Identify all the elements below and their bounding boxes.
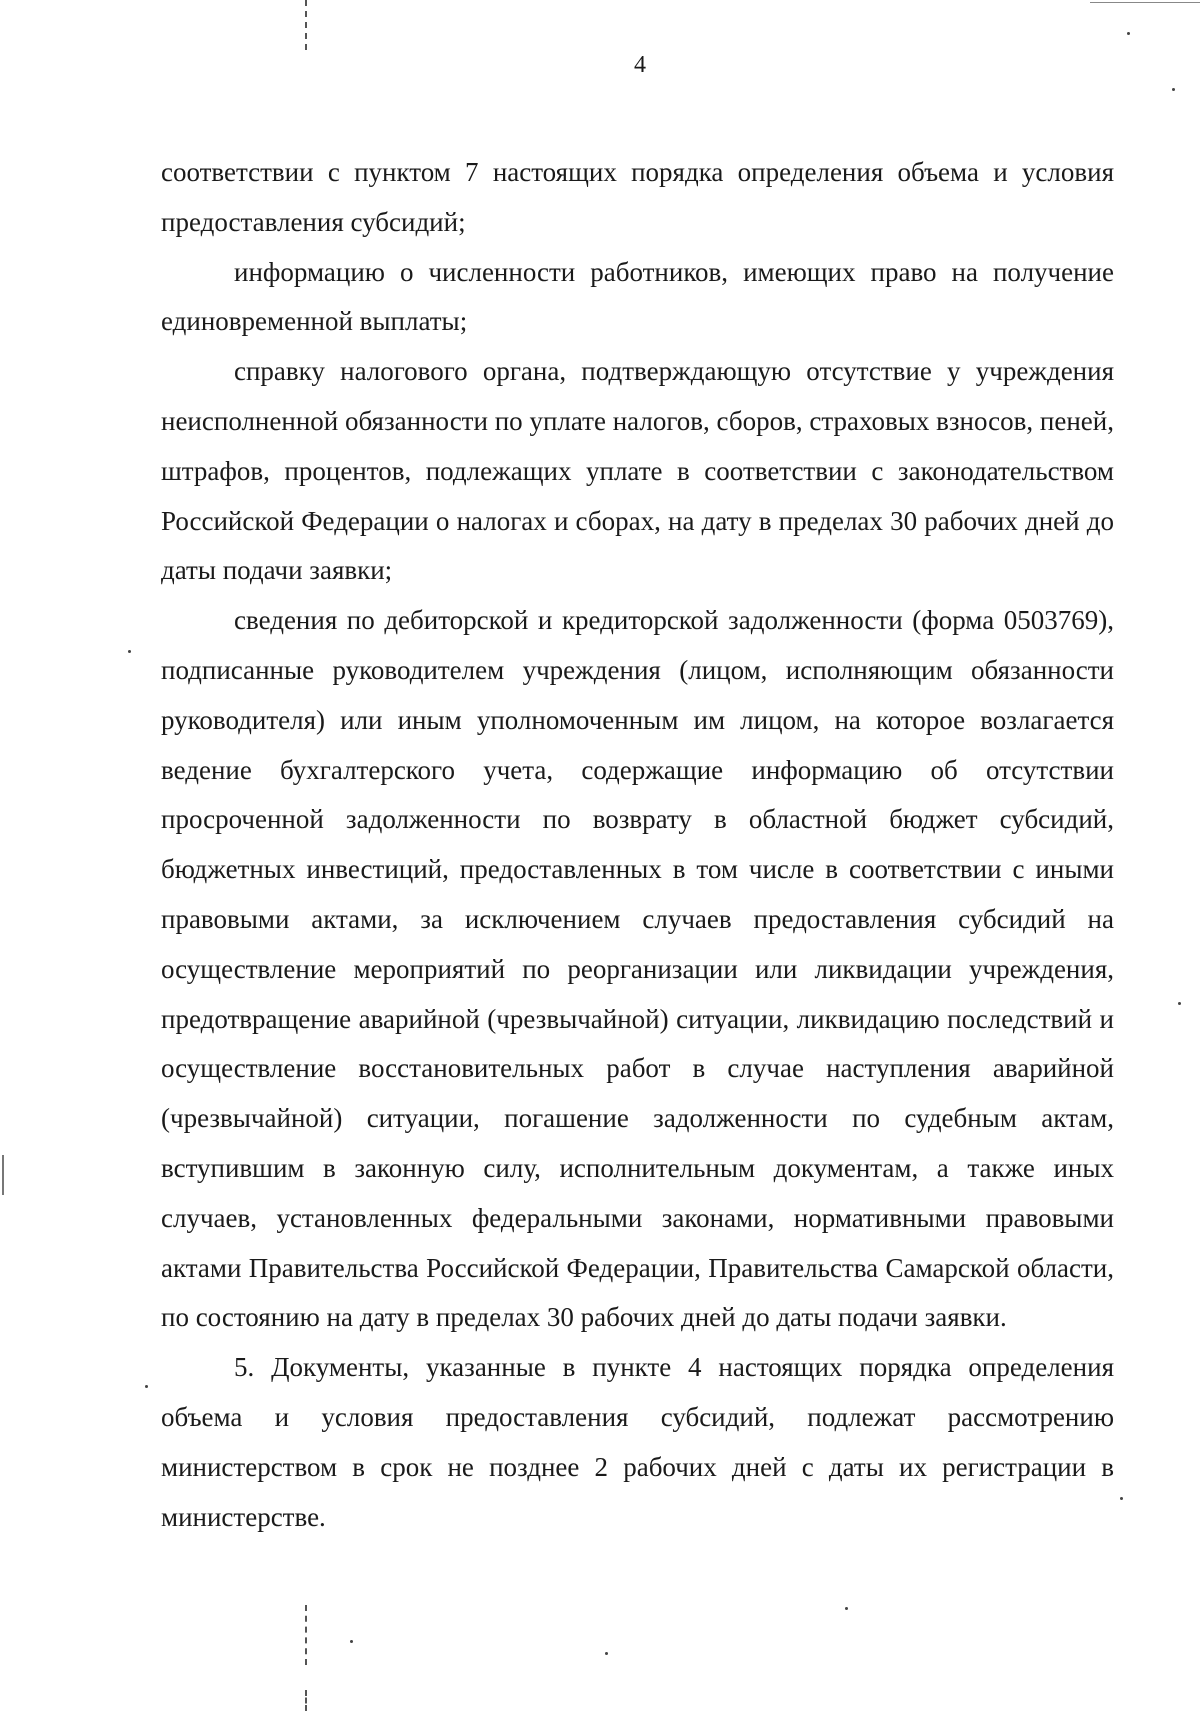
scan-dash-bottom-2 xyxy=(305,1690,307,1711)
scan-speck xyxy=(605,1652,608,1655)
paragraph-5: 5. Документы, указанные в пункте 4 настоящих порядка определения объема и условия предоставления субсидий, подлежат рассмотрению министерством в срок не позднее 2 рабочих дней с даты их регистрации в министерстве. xyxy=(161,1352,1114,1532)
scan-speck xyxy=(1172,88,1175,91)
scan-dash-bottom xyxy=(305,1605,307,1665)
paragraph-2: информацию о численности работников, имеющих право на получение единовременной выплаты; xyxy=(161,256,1114,337)
page-number: 4 xyxy=(634,52,646,78)
scan-speck xyxy=(128,650,131,653)
scan-speck xyxy=(845,1607,848,1610)
paragraph-1: соответствии с пунктом 7 настоящих порядка определения объема и условия предоставления субсидий; xyxy=(161,157,1114,237)
scan-speck xyxy=(1127,32,1130,35)
scan-speck xyxy=(1120,1497,1123,1500)
scan-edge-mark xyxy=(2,1155,4,1195)
scan-speck xyxy=(350,1640,353,1643)
paragraph-3: справку налогового органа, подтверждающую отсутствие у учреждения неисполненной обязанности по уплате налогов, сборов, страховых взносов, пеней, штрафов, процентов, подлежащих уплате в соответствии с законодательством Российской Федерации о налогах и сборах, на дату в пределах 30 рабочих дней до даты подачи заявки; xyxy=(161,356,1114,586)
scan-speck xyxy=(145,1385,148,1388)
paragraph-4: сведения по дебиторской и кредиторской задолженности (форма 0503769), подписанные руководителем учреждения (лицом, исполняющим обязанности руководителя) или иным уполномоченным им лицом, на которое возлагается ведение бухгалтерского учета, содержащие информацию об отсутствии просроченной задолженности по возврату в областной бюджет субсидий, бюджетных инвестиций, предоставленных в том числе в соответствии с иными правовыми актами, за исключением случаев предоставления субсидий на осуществление мероприятий по реорганизации или ликвидации учреждения, предотвращение аварийной (чрезвычайной) ситуации, ликвидацию последствий и осуществление восстановительных работ в случае наступления аварийной (чрезвычайной) ситуации, погашение задолженности по судебным актам, вступившим в законную силу, исполнительным документам, а также иных случаев, установленных федеральными законами, нормативными правовыми актами Правительства Российской Федерации, Правительства Самарской области, по состоянию на дату в пределах 30 рабочих дней до даты подачи заявки. xyxy=(161,605,1114,1333)
scan-edge-rule xyxy=(1090,2,1200,3)
scan-dash-top xyxy=(305,0,307,50)
document-body xyxy=(161,148,1114,1542)
scan-speck xyxy=(1178,1002,1181,1005)
